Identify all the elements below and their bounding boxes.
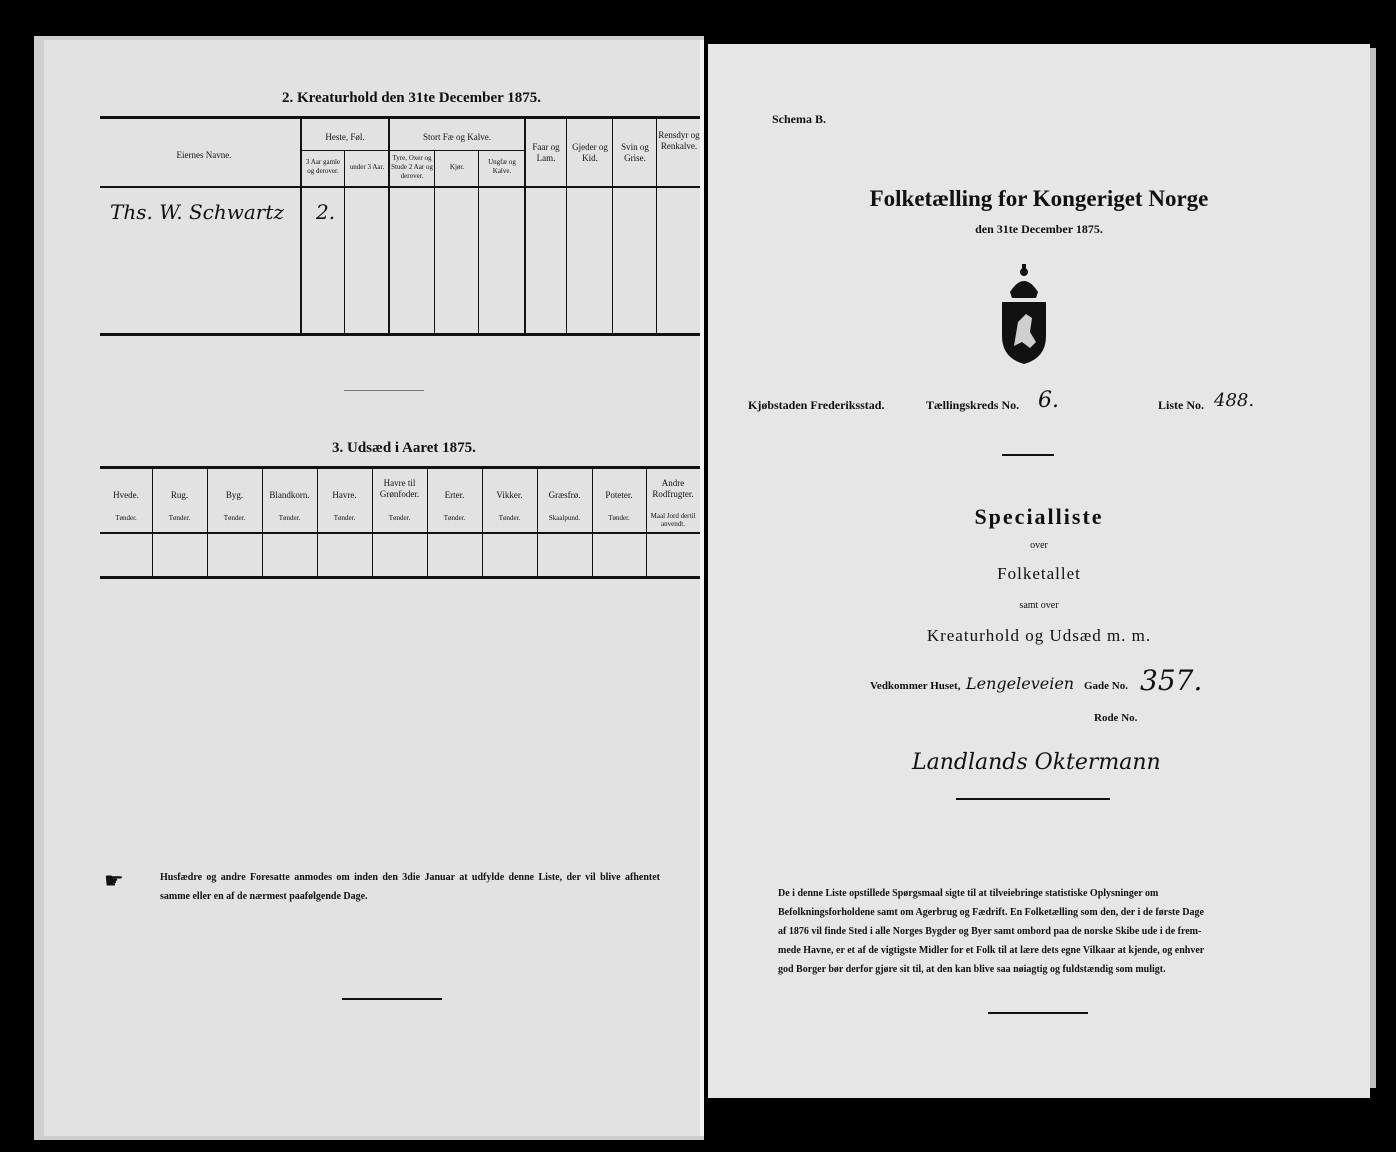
- left-notice: Husfædre og andre Foresatte anmodes om inden den 3die Januar at udfylde denne Liste, der vil blive afhentet samme eller en af de nærmest paafølgende Dage.: [160, 872, 660, 902]
- schema-label: Schema B.: [772, 112, 826, 126]
- table2-col-line: [656, 118, 657, 334]
- divider: [344, 390, 424, 391]
- notice-line: Befolkningsforholdene samt om Agerbrug og Fædrift. En Folketælling som den, der i de første Dage: [778, 907, 1204, 918]
- right-page: [708, 44, 1370, 1098]
- udsaed-col-name: Poteter.: [605, 490, 633, 500]
- col-stort-c-header: Ungfæ og Kalve.: [488, 158, 516, 175]
- left-page: [44, 40, 704, 1136]
- pointing-hand-icon: ☛: [104, 868, 124, 893]
- row1-owner: Ths. W. Schwartz: [110, 200, 284, 224]
- udsaed-col-name: Andre Rodfrugter.: [652, 478, 694, 499]
- col-heste-b-header: under 3 Aar.: [349, 163, 385, 171]
- table2-col-line: [388, 118, 390, 334]
- udsaed-col-name: Hvede.: [113, 490, 139, 500]
- folketallet-label: Folketallet: [997, 564, 1081, 583]
- main-title: Folketælling for Kongeriget Norge: [869, 186, 1209, 211]
- notice-line: af 1876 vil finde Sted i alle Norges Bygder og Byer samt ombord paa de norske Skibe ude i de frem-: [778, 926, 1202, 937]
- udsaed-col-name: Havre til Grønfoder.: [379, 478, 420, 499]
- udsaed-col-name: Vikker.: [496, 490, 523, 500]
- udsaed-col-unit: Tønder.: [223, 514, 246, 522]
- col-stort-header: Stort Fæ og Kalve.: [422, 132, 491, 142]
- col-heste-a-header: 3 Aar gamle og derover.: [305, 158, 341, 175]
- table3-col-line: [482, 468, 483, 578]
- table2-col-line: [344, 150, 345, 334]
- udsaed-col-unit: Skaalpund.: [548, 514, 581, 522]
- col-faar-header: Faar og Lam.: [532, 142, 560, 163]
- gade-label: Gade No.: [1084, 680, 1128, 692]
- section3-title: 3. Udsæd i Aaret 1875.: [332, 440, 476, 456]
- table3-col-line: [427, 468, 428, 578]
- notice-line: De i denne Liste opstillede Spørgsmaal sigte til at tilveiebringe statistiske Oplysninger om: [778, 888, 1159, 899]
- udsaed-col-unit: Tønder.: [168, 514, 191, 522]
- table3-col-line: [152, 468, 153, 578]
- specialliste-title: Specialliste: [974, 504, 1104, 529]
- col-stort-a-header: Tyre, Oxer og Stude 2 Aar og derover.: [391, 154, 433, 180]
- udsaed-col-unit: Maal Jord dertil anvendt.: [650, 512, 696, 528]
- udsaed-col-name: Byg.: [225, 490, 244, 500]
- table2-col-line: [434, 150, 435, 334]
- table3-header-border: [100, 532, 700, 534]
- table2-bottom-border: [100, 333, 700, 336]
- left-bottom-rule: [342, 998, 442, 1000]
- col-gjeder-header: Gjeder og Kid.: [572, 142, 608, 163]
- row1-heste-value: 2.: [316, 200, 336, 224]
- notice-line: mede Havne, er et af de vigtigste Midler for et Folk til at lære dets egne Vilkaar at kjende, og enhver: [778, 945, 1205, 956]
- signature: Landlands Oktermann: [912, 750, 1161, 775]
- udsaed-col-unit: Tønder.: [608, 514, 630, 522]
- table3-top-border: [100, 466, 700, 469]
- gade-value: 357.: [1140, 664, 1203, 697]
- udsaed-col-unit: Tønder.: [443, 514, 466, 522]
- liste-label: Liste No.: [1158, 398, 1204, 412]
- liste-value: 488.: [1214, 390, 1255, 411]
- table3-col-line: [537, 468, 538, 578]
- divider: [1002, 454, 1054, 456]
- census-date: den 31te December 1875.: [975, 222, 1103, 236]
- col-stort-b-header: Kjør.: [449, 163, 465, 171]
- col-heste-header: Heste, Føl.: [325, 132, 365, 142]
- table2-col-line: [300, 118, 302, 334]
- udsaed-col-name: Blandkorn.: [269, 490, 310, 500]
- udsaed-col-name: Græsfrø.: [548, 490, 581, 500]
- right-notice: [778, 884, 1308, 979]
- kreds-value: 6.: [1038, 388, 1059, 413]
- table2-top-border: [100, 116, 700, 119]
- table3-col-line: [317, 468, 318, 578]
- street-value: Lengeleveien: [966, 674, 1075, 693]
- udsaed-col-name: Havre.: [332, 490, 357, 500]
- kreds-label: Tællingskreds No.: [926, 398, 1020, 412]
- udsaed-col-unit: Tønder.: [388, 514, 411, 522]
- signature-rule: [956, 798, 1110, 800]
- kjobstad-label: Kjøbstaden Frederiksstad.: [748, 398, 885, 412]
- table2-col-line: [478, 150, 479, 334]
- notice-line: god Borger bør derfor gjøre sit til, at den kan blive saa nøiagtig og fuldstændig som muligt.: [778, 964, 1166, 975]
- col-svin-header: Svin og Grise.: [621, 142, 649, 163]
- coat-of-arms-icon: [996, 262, 1052, 366]
- over-label: over: [1030, 540, 1048, 551]
- table2-col-line: [566, 118, 567, 334]
- section2-title: 2. Kreaturhold den 31te December 1875.: [282, 90, 541, 106]
- table3-col-line: [262, 468, 263, 578]
- udsaed-col-name: Rug.: [170, 490, 189, 500]
- udsaed-col-unit: Tønder.: [498, 514, 521, 522]
- table3-bottom-border: [100, 576, 700, 579]
- udsaed-col-unit: Tønder.: [333, 514, 356, 522]
- rode-label: Rode No.: [1094, 712, 1138, 724]
- right-bottom-rule: [988, 1012, 1088, 1014]
- col-owner-header: Eiernes Navne.: [176, 150, 232, 160]
- table2-col-line: [612, 118, 613, 334]
- table2-subheader-line-heste: [302, 150, 388, 151]
- kreaturhold-label: Kreaturhold og Udsæd m. m.: [926, 626, 1152, 645]
- table2-header-border: [100, 186, 700, 188]
- table3-col-line: [592, 468, 593, 578]
- udsaed-col-name: Erter.: [444, 490, 465, 500]
- udsaed-col-unit: Tønder.: [115, 514, 137, 522]
- table3-col-line: [207, 468, 208, 578]
- vedkommer-label: Vedkommer Huset,: [870, 680, 961, 692]
- col-rensdyr-header: Rensdyr og Renkalve.: [658, 130, 700, 151]
- table2-subheader-line: [390, 150, 524, 151]
- udsaed-col-unit: Tønder.: [278, 514, 301, 522]
- samt-over-label: samt over: [1019, 600, 1059, 611]
